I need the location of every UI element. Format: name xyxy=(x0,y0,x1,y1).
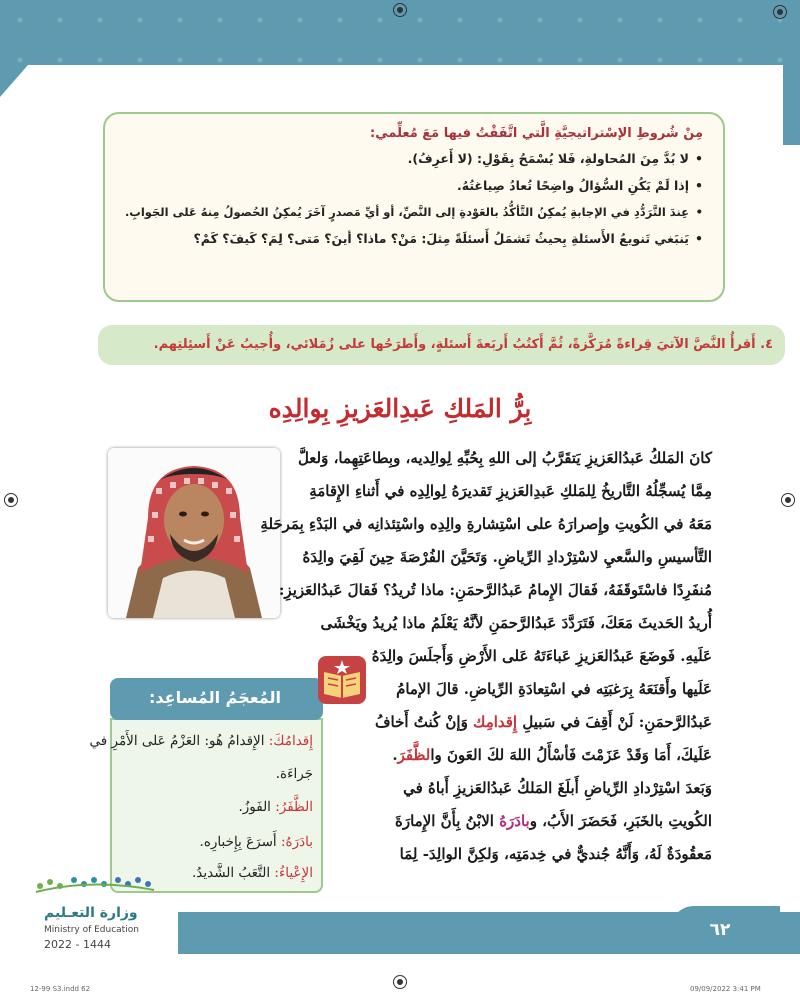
paragraph-line xyxy=(395,812,712,830)
entry-term: بادَرَهُ: xyxy=(280,834,313,850)
ministry-name-arabic: وزارة التعـليم xyxy=(44,905,138,921)
entry-definition: التَّعَبُ الشَّديدُ. xyxy=(191,865,275,881)
entry-term: الإِعْياءُ: xyxy=(274,865,313,881)
banner-corner xyxy=(0,65,28,97)
dictionary-entry xyxy=(90,733,314,749)
paragraph-line: مُنفَرِدًا فاسْتَوقَفَهُ، فَقالَ الإِمامُ عَبدُالرَّحمَنِ: ماذا تُريدُ؟ فَقالَ عَبدُالعَزيزِ: xyxy=(278,581,712,599)
paragraph-line: أُريدُ الحَديثَ مَعَكَ، فَتَرَدَّدَ عَبدُالرَّحمَنِ لأنَّهُ يَعْلَمُ ماذا يُريدُ ويَخْشَى xyxy=(320,614,712,632)
dictionary-entry-continued: جَراءَة. xyxy=(275,766,313,782)
strategy-tips-box xyxy=(103,112,725,302)
registration-mark-icon xyxy=(393,975,407,989)
print-slug-file: 12-99 S3.indd 62 xyxy=(30,985,91,993)
paragraph-line: عَلَيها وأَقنَعَهُ بِرَغبَتِه في اسْتِعادَةِ الرِّياضِ. قالَ الإمامُ xyxy=(396,680,712,698)
ministry-name-english: Ministry of Education xyxy=(44,925,139,935)
paragraph-line: التَّأسيسِ والسَّعيِ لاسْتِرْدادِ الرِّياضِ. وَتَحَيَّنَ الفُرْصَةَ حِينَ لَقِيَ والِدَهُ xyxy=(302,548,712,566)
open-book-icon xyxy=(316,654,368,706)
paragraph-line: مَعَهُ في الكُويتِ وإِصرارَهُ على اسْتِشارةِ والِدِه واسْتِئذانِه في البَدْءِ بِمَرحَلةِ xyxy=(260,515,712,533)
tips-heading: مِنْ شُروطِ الإسْتراتيجيَّةِ الَّتي اتَّفَقْتُ فيها مَعَ مُعلِّمي: xyxy=(370,126,703,141)
entry-definition: الإِقدامُ هُو: العَزْمُ عَلى الأَمْرِ في xyxy=(89,733,269,749)
text-run: . xyxy=(392,746,398,764)
side-tab xyxy=(783,0,800,145)
paragraph-line xyxy=(392,746,712,764)
paragraph-line: كانَ المَلكُ عَبدُالعَزيزِ يَتقَرَّبُ إلى اللهِ بِحُبِّهِ لِوالِديه، وبِطاعَتِهِما، وَلعلَّ xyxy=(297,449,712,467)
tip-item: • إذا لَمْ يَكُنِ السُّؤالُ واضِحًا تُعادُ صِياغتُهُ. xyxy=(117,178,689,193)
exercise-instruction: ٤. أَقرأُ النَّصَّ الآتيَ قِراءةً مُرَكَّزةً، ثُمَّ أَكتُبُ أَربَعةَ أَسئلةٍ، وأَطرَحُها على زُمَلائي، وأُجيبُ عَنْ أَسئِلتِهم. xyxy=(153,337,773,352)
registration-mark-icon xyxy=(781,493,795,507)
tips-list xyxy=(117,151,703,246)
entry-term: الظَّفَرُ: xyxy=(275,799,313,815)
registration-mark-icon xyxy=(773,5,787,19)
vision-2030-logo-icon xyxy=(30,858,160,898)
registration-mark-icon xyxy=(4,493,18,507)
vocab-highlight: لظَّفَرَ xyxy=(397,746,431,764)
entry-definition: الفَوزُ. xyxy=(238,799,276,815)
vocab-highlight: بادَرَهُ xyxy=(499,812,530,830)
tip-item: • يَنبَغي تَنويعُ الأَسئلةِ بِحيثُ تَشمَلُ أَسئلَةً مِثلَ: مَنْ؟ ماذا؟ أينَ؟ مَتى؟ لِمَ؟ كَيفَ؟ كَمْ؟ xyxy=(117,231,689,246)
text-run: وَإنْ كُنتُ أَخافُ xyxy=(374,713,474,731)
entry-definition: أَسرَعَ بِإِخبارِه. xyxy=(199,834,281,850)
print-slug-date: 09/09/2022 3:41 PM xyxy=(690,985,761,993)
king-portrait xyxy=(108,448,280,618)
dictionary-entry xyxy=(238,799,313,815)
vocab-highlight: إِقدامِك xyxy=(473,713,518,731)
paragraph-line: مَعقُودَةٌ لَهُ، وَأَنَّهُ جُنديٌّ في خِدمَتِه، وَلكِنَّ الوالِدَ- لِمَا xyxy=(399,845,712,863)
text-run: عَلَيكَ، أَمَا وَقَدْ عَزَمْتَ فَأسْأَلُ اللهَ لكَ العَونَ وا xyxy=(430,746,712,764)
tip-item: • عِندَ التَّرَدُّدِ في الإجابةِ يُمكِنُ التَّأكُّدُ بالعَوْدةِ إلى النَّصِّ، أو أيِّ مَصدرٍ آخَرَ يُمكِنُ الحُصولُ مِنهُ عَلى الجَوابِ. xyxy=(117,205,689,219)
registration-mark-icon xyxy=(393,3,407,17)
paragraph-line: وَبَعدَ اسْتِرْدادِ الرِّياضِ أَبلَغَ المَلكُ عَبدُالعَزيزِ أَباهُ في xyxy=(403,779,712,797)
page-number: ٦٢ xyxy=(709,920,731,940)
paragraph-line xyxy=(375,713,712,731)
paragraph-line: عَلَيهِ. فَوضَعَ عَبدُالعَزيزِ عَباءَتَهُ عَلى الأَرْضِ وَأَجلَسَ والِدَهُ xyxy=(371,647,712,665)
tip-item: • لا بُدَّ مِنَ المُحاولةِ، فَلا يُسْمَحُ بِقَوْلِ: (لا أَعرِفُ). xyxy=(117,151,689,166)
text-run: الابْنُ بِأَنَّ الإِمارَةَ xyxy=(395,812,500,830)
entry-term: إِقدامُكَ: xyxy=(268,733,313,749)
text-run: الكُويتِ بالخَبَرِ، فَحَضَرَ الأَبُ، و xyxy=(529,812,712,830)
dictionary-entry xyxy=(192,865,313,881)
text-run: عَبدُالرَّحمَنِ: لَنْ أَقِفَ في سَبيلِ xyxy=(517,713,712,731)
paragraph-line: مِمَّا يُسجِّلُهُ التَّاريخُ لِلمَلكِ عَبدِالعَزيزِ تَقديرَهُ لِوالِدِه في أَثناءِ الإِقامَةِ xyxy=(309,482,712,500)
reading-title: بِرُّ المَلكِ عَبدِالعَزيزِ بِوالِدِه xyxy=(268,394,532,423)
edition-year: 2022 - 1444 xyxy=(44,938,111,951)
dictionary-title: المُعجَمُ المُساعِد: xyxy=(149,688,281,707)
dictionary-entry xyxy=(200,834,313,850)
